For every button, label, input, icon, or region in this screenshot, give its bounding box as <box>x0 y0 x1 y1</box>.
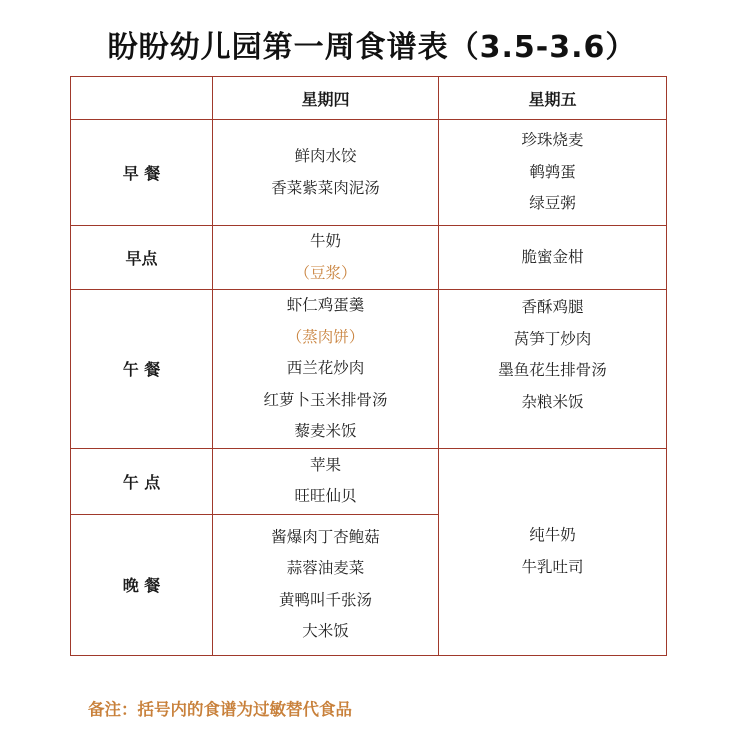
table-row <box>71 226 667 290</box>
dish-item: 藜麦米饭 <box>294 422 357 440</box>
dish-item: 虾仁鸡蛋羹 <box>286 296 365 314</box>
dish-item: 西兰花炒肉 <box>286 359 365 377</box>
table-header-row <box>71 77 667 120</box>
thursday-cell <box>213 448 439 514</box>
dish-item: 纯牛奶 <box>529 526 576 544</box>
thursday-cell <box>213 290 439 449</box>
dish-item: 牛乳吐司 <box>521 557 584 576</box>
meal-label: 午 餐 <box>71 290 213 449</box>
friday-merged-cell <box>439 448 667 655</box>
table-row <box>71 120 667 226</box>
dish-item: 香菜紫菜肉泥汤 <box>271 178 380 197</box>
meal-label: 早 餐 <box>71 120 213 226</box>
header-friday: 星期五 <box>439 77 667 120</box>
header-empty-cell <box>71 77 213 120</box>
dish-item: 酱爆肉丁杏鲍菇 <box>271 527 380 546</box>
dish-item: 红萝卜玉米排骨汤 <box>263 390 388 409</box>
dish-item: 蒜蓉油麦菜 <box>286 559 365 577</box>
thursday-cell <box>213 120 439 226</box>
friday-cell <box>439 290 667 449</box>
table-row <box>71 448 667 514</box>
dish-item: 墨鱼花生排骨汤 <box>498 361 607 379</box>
dish-item: 旺旺仙贝 <box>294 487 357 505</box>
menu-table <box>70 76 667 656</box>
dish-item: 苹果 <box>309 455 341 474</box>
dish-item: 鲜肉水饺 <box>294 147 357 165</box>
allergen-dish-item: （豆浆） <box>294 263 357 282</box>
footnote: 备注：括号内的食谱为过敏替代食品 <box>88 700 352 719</box>
dish-item: 黄鸭叫千张汤 <box>278 590 372 609</box>
dish-item: 大米饭 <box>302 622 349 640</box>
dish-item: 香酥鸡腿 <box>521 298 584 316</box>
friday-cell <box>439 226 667 290</box>
friday-cell <box>439 120 667 226</box>
dish-item: 鹌鹑蛋 <box>529 162 576 181</box>
allergen-dish-item: （蒸肉饼） <box>286 327 365 346</box>
dish-item: 杂粮米饭 <box>521 392 584 411</box>
dish-item: 莴笋丁炒肉 <box>513 329 592 348</box>
meal-label: 晚 餐 <box>71 514 213 655</box>
table-row <box>71 290 667 449</box>
page-title: 盼盼幼儿园第一周食谱表（3.5-3.6） <box>107 30 637 65</box>
dish-item: 脆蜜金柑 <box>521 247 584 266</box>
header-thursday: 星期四 <box>213 77 439 120</box>
dish-item: 牛奶 <box>309 232 341 250</box>
dish-item: 珍珠烧麦 <box>521 131 584 150</box>
meal-label: 午 点 <box>71 448 213 514</box>
meal-label: 早点 <box>71 226 213 290</box>
dish-item: 绿豆粥 <box>529 194 576 213</box>
thursday-cell <box>213 514 439 655</box>
thursday-cell <box>213 226 439 290</box>
